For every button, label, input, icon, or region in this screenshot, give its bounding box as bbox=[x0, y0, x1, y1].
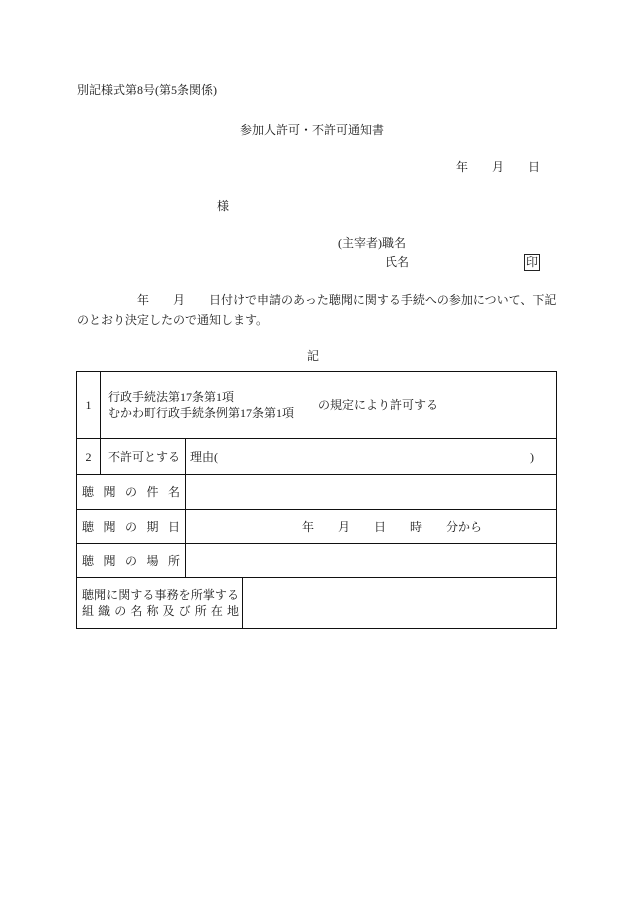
reason-open: 理由( bbox=[190, 449, 218, 464]
permit-cell bbox=[100, 372, 556, 438]
hearing-office-label-cell bbox=[77, 578, 242, 628]
hearing-subject-label: 聴 聞 の 件 名 bbox=[82, 485, 180, 499]
deny-decision: 不許可とする bbox=[100, 439, 185, 474]
issue-date: 年 月 日 bbox=[456, 160, 541, 174]
hearing-date-label-cell bbox=[77, 510, 185, 543]
hearing-place-row bbox=[77, 543, 556, 577]
sender-name-label: 氏名 bbox=[385, 255, 410, 269]
permit-row bbox=[77, 372, 556, 438]
hearing-office-row bbox=[77, 577, 556, 628]
law-reference-town: むかわ町行政手続条例第17条第1項 bbox=[108, 406, 295, 420]
row-number: 1 bbox=[85, 398, 92, 412]
addressee-honorific: 様 bbox=[217, 199, 230, 213]
decision-table bbox=[76, 371, 557, 629]
document-title: 参加人許可・不許可通知書 bbox=[240, 123, 385, 137]
reason-close: ) bbox=[530, 449, 534, 464]
sender-position-label: (主宰者)職名 bbox=[338, 236, 406, 250]
hearing-subject-row bbox=[77, 474, 556, 509]
hearing-subject-value bbox=[185, 475, 556, 509]
hearing-place-label-cell bbox=[77, 544, 185, 577]
hearing-place-value bbox=[185, 544, 556, 577]
hearing-date-row bbox=[77, 509, 556, 543]
law-references bbox=[108, 389, 294, 421]
row-number: 2 bbox=[85, 449, 92, 464]
hearing-date-value: 年 月 日 時 分から bbox=[185, 510, 556, 543]
notice-paragraph: 年 月 日付けで申請のあった聴聞に関する手続への参加について、下記のとおり決定したので通知します。 bbox=[77, 293, 557, 327]
ki-heading: 記 bbox=[307, 349, 320, 363]
hearing-date-label: 聴 聞 の 期 日 bbox=[82, 519, 180, 534]
seal-mark: 印 bbox=[525, 255, 538, 269]
hearing-office-label-line2: 組 織 の 名 称 及 び 所 在 地 bbox=[82, 604, 239, 618]
deny-row bbox=[77, 438, 556, 474]
hearing-subject-label-cell bbox=[77, 475, 185, 509]
reason-cell bbox=[185, 439, 556, 474]
law-reference-national: 行政手続法第17条第1項 bbox=[108, 390, 235, 404]
hearing-office-label-line1: 聴聞に関する事務を所掌する bbox=[82, 588, 239, 602]
permit-decision: の規定により許可する bbox=[318, 398, 439, 412]
form-number: 別記様式第8号(第5条関係) bbox=[77, 83, 217, 97]
hearing-place-label: 聴 聞 の 場 所 bbox=[82, 553, 180, 568]
hearing-office-value bbox=[242, 578, 556, 628]
